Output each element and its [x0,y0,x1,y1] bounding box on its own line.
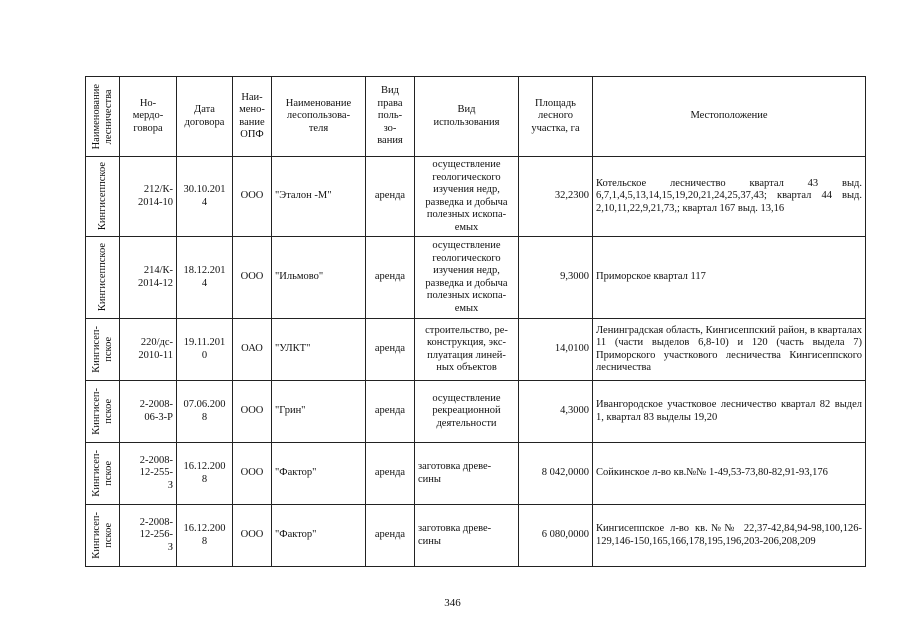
header-contract-no: Но- мердо- говора [120,77,177,157]
table-row [86,157,866,237]
table-row [86,381,866,443]
cell-location: Приморское квартал 117 [593,237,866,319]
page-number: 346 [444,597,461,609]
cell-user: "Ильмово" [272,237,366,319]
cell-area: 6 080,0000 [519,505,593,567]
cell-contract-date: 16.12.200 8 [177,505,233,567]
lease-register-table [85,76,866,567]
cell-forestry: Кингисеп- пское [86,443,120,505]
table-row [86,237,866,319]
header-contract-date: Дата договора [177,77,233,157]
cell-contract-no: 2-2008- 12-255- З [120,443,177,505]
header-opf: Наи- мено- вание ОПФ [233,77,272,157]
cell-location: Ивангородское участковое лесничество квартал 82 выдел 1, квартал 83 выделы 19,20 [593,381,866,443]
cell-contract-no: 214/К- 2014-12 [120,237,177,319]
cell-use: строительство, ре- конструкция, экс- плуатация линей- ных объектов [415,319,519,381]
cell-user: "Фактор" [272,505,366,567]
table-row [86,319,866,381]
cell-contract-no: 2-2008- 06-3-Р [120,381,177,443]
cell-contract-date: 16.12.200 8 [177,443,233,505]
cell-user: "УЛКТ" [272,319,366,381]
cell-user: "Фактор" [272,443,366,505]
table-row [86,505,866,567]
table-header-row [86,77,866,157]
cell-forestry: Кингисеппское [86,237,120,319]
header-user: Наименование лесопользова- теля [272,77,366,157]
cell-area: 4,3000 [519,381,593,443]
cell-right: аренда [366,443,415,505]
cell-contract-no: 212/К- 2014-10 [120,157,177,237]
cell-right: аренда [366,237,415,319]
cell-opf: ООО [233,157,272,237]
cell-location: Ленинградская область, Кингисеппский район, в кварталах 11 (части выделов 6,8-10) и 120 (часть выдела 7) Приморского участкового лесничества Кингисеппского лесничества [593,319,866,381]
header-location: Местоположение [593,77,866,157]
cell-use: осуществление геологического изучения недр, разведка и добыча полезных ископа- емых [415,237,519,319]
cell-forestry: Кингисеп- пское [86,319,120,381]
cell-right: аренда [366,157,415,237]
cell-opf: ООО [233,443,272,505]
cell-area: 9,3000 [519,237,593,319]
cell-user: "Грин" [272,381,366,443]
cell-use: заготовка древе- сины [415,443,519,505]
cell-user: "Эталон -М" [272,157,366,237]
header-forestry: Наименование лесничества [86,77,120,157]
cell-use: заготовка древе- сины [415,505,519,567]
cell-opf: ООО [233,381,272,443]
cell-forestry: Кингисеп- пское [86,381,120,443]
header-use: Вид использования [415,77,519,157]
header-area: Площадь лесного участка, га [519,77,593,157]
cell-location: Кингисеппское л-во кв.№№ 22,37-42,84,94-98,100,126-129,146-150,165,166,178,195,196,203-206,208,209 [593,505,866,567]
cell-contract-no: 2-2008- 12-256- З [120,505,177,567]
header-right: Вид права поль- зо- вания [366,77,415,157]
cell-right: аренда [366,319,415,381]
table-row [86,443,866,505]
cell-area: 14,0100 [519,319,593,381]
cell-contract-date: 18.12.201 4 [177,237,233,319]
cell-use: осуществление геологического изучения недр, разведка и добыча полезных ископа- емых [415,157,519,237]
cell-use: осуществление рекреационной деятельности [415,381,519,443]
cell-contract-date: 30.10.201 4 [177,157,233,237]
cell-opf: ОАО [233,319,272,381]
cell-right: аренда [366,381,415,443]
cell-contract-date: 19.11.201 0 [177,319,233,381]
cell-opf: ООО [233,505,272,567]
cell-forestry: Кингисеп- пское [86,505,120,567]
cell-contract-no: 220/дс- 2010-11 [120,319,177,381]
cell-opf: ООО [233,237,272,319]
cell-area: 8 042,0000 [519,443,593,505]
cell-forestry: Кингисеппское [86,157,120,237]
cell-area: 32,2300 [519,157,593,237]
cell-location: Сойкинское л-во кв.№№ 1-49,53-73,80-82,91-93,176 [593,443,866,505]
cell-location: Котельское лесничество квартал 43 выд. 6,7,1,4,5,13,14,15,19,20,21,24,25,37,43; квартал 44 выд. 2,10,11,22,9,21,73,; квартал 167 выд. 13,16 [593,157,866,237]
cell-right: аренда [366,505,415,567]
cell-contract-date: 07.06.200 8 [177,381,233,443]
